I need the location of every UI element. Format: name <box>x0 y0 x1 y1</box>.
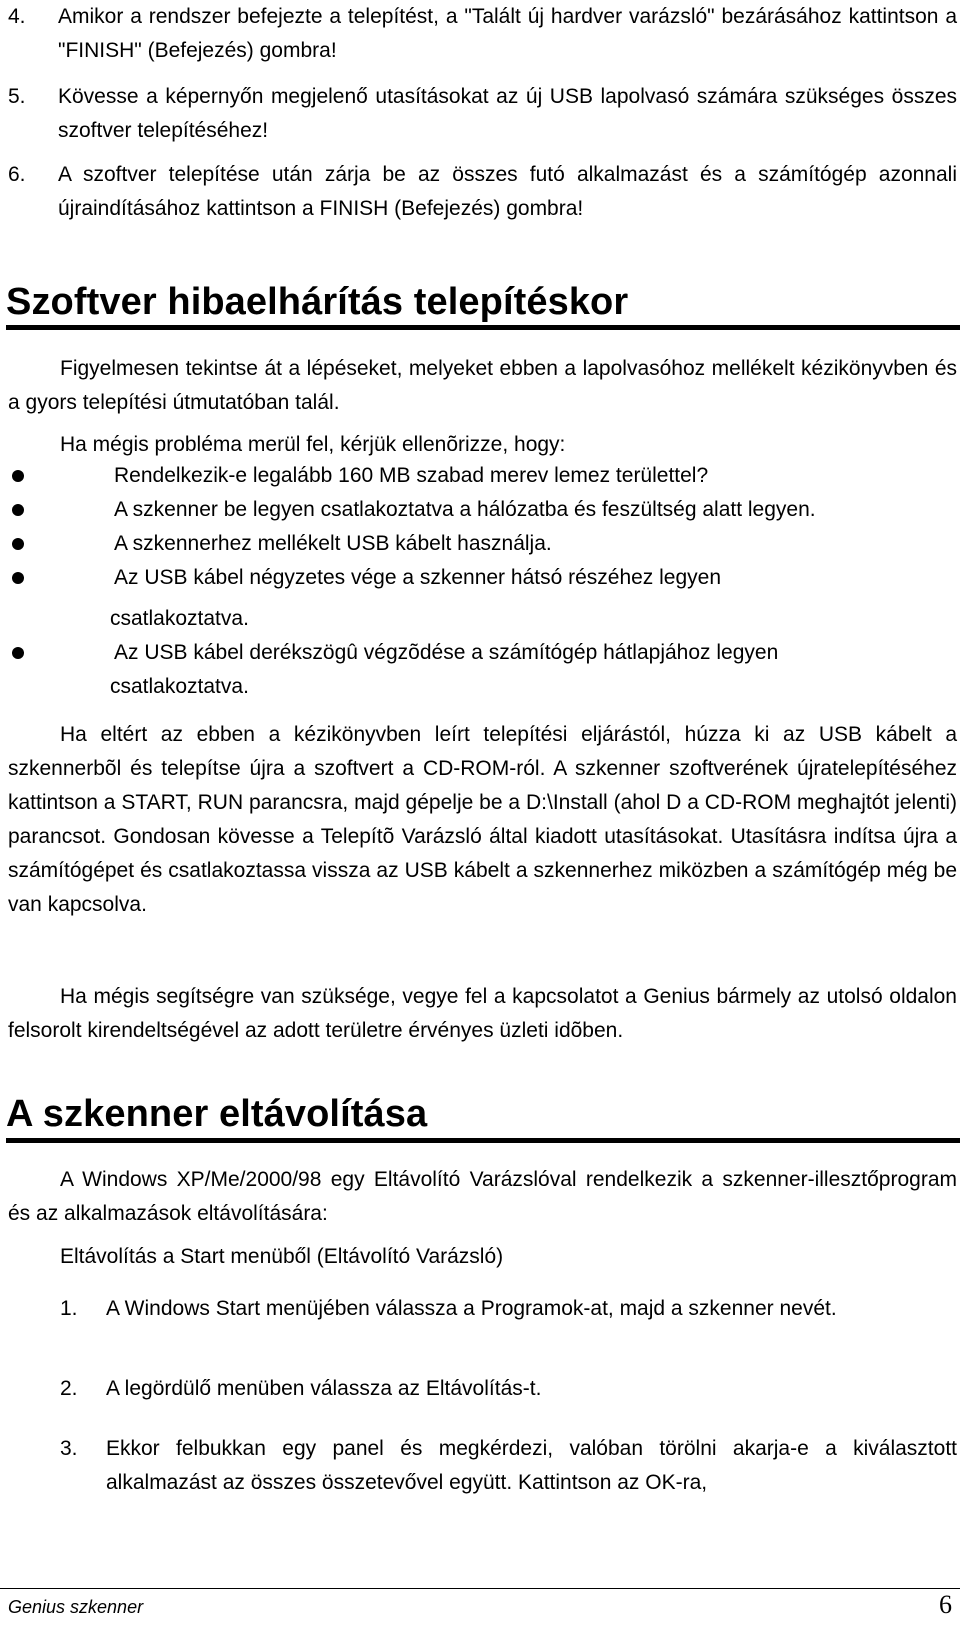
step-text: Amikor a rendszer befejezte a telepítést, a "Talált új hardver varázsló" bezárásához kattintson a "FINISH" (Befejezés) gombra! <box>58 5 957 62</box>
checklist <box>8 460 952 596</box>
step-number: 2. <box>60 1377 78 1400</box>
step-text: Ekkor felbukkan egy panel és megkérdezi, valóban törölni akarja-e a kiválasztott alkalmazást az összes összetevővel együtt. Kattintson az OK-ra, <box>106 1437 957 1494</box>
list-item: Az USB kábel négyzetes vége a szkenner hátsó részéhez legyen <box>8 562 952 594</box>
bullet-icon <box>12 504 24 516</box>
footer-title: Genius szkenner <box>8 1597 144 1617</box>
step-text: A szoftver telepítése után zárja be az összes futó alkalmazást és a számítógép azonnali újraindításához kattintson a FINISH (Befejezés) gombra! <box>58 163 957 220</box>
footer-rule <box>0 1588 960 1589</box>
checklist-cont <box>8 637 952 671</box>
step-number: 6. <box>8 163 26 186</box>
bullet-icon <box>12 538 24 550</box>
troubleshooting-intro: Figyelmesen tekintse át a lépéseket, melyeket ebben a lapolvasóhoz mellékelt kézikönyvben és a gyors telepítési útmutatóban talál. <box>8 357 957 414</box>
uninstall-step-3 <box>60 1432 957 1500</box>
bullet-icon <box>12 647 24 659</box>
uninstall-step-1 <box>60 1292 957 1326</box>
section-heading-troubleshooting: Szoftver hibaelhárítás telepítéskor <box>6 281 629 323</box>
list-item: A szkenner be legyen csatlakoztatva a hálózatba és feszültség alatt legyen. <box>8 494 952 526</box>
heading-rule <box>6 1138 960 1143</box>
uninstall-intro: A Windows XP/Me/2000/98 egy Eltávolító Varázslóval rendelkezik a szkenner-illesztőprogram és az alkalmazások eltávolítására: <box>8 1168 957 1225</box>
step-number: 3. <box>60 1437 78 1460</box>
bullet-icon <box>12 572 24 584</box>
heading-rule <box>6 325 960 330</box>
step-number: 5. <box>8 85 26 108</box>
reinstall-paragraph: Ha eltért az ebben a kézikönyvben leírt telepítési eljárástól, húzza ki az USB kábelt a szkennerbõl és telepítse újra a szoftvert a CD-ROM-ról. A szkenner szoftverének újratelepítéséhez kattintson a START, RUN parancsra, majd gépelje be a D:\Install (ahol D a CD-ROM meghajtót jelenti) parancsot. Gondosan kövesse a Telepítõ Varázsló által kiadott utasításokat. Utasításra indítsa újra a számítógépet és csatlakoztassa vissza az USB kábelt a szkennerhez miközben a számítógép még be van kapcsolva. <box>8 723 957 916</box>
step-number: 4. <box>8 5 26 28</box>
list-item: Az USB kábel derékszögû végzõdése a számítógép hátlapjához legyen <box>8 637 952 669</box>
uninstall-step-2 <box>60 1372 957 1406</box>
step-text: A legördülő menüben válassza az Eltávolítás-t. <box>106 1377 542 1400</box>
bullet-continuation: csatlakoztatva. <box>110 607 249 630</box>
bullet-icon <box>12 470 24 482</box>
step-text: A Windows Start menüjében válassza a Programok-at, majd a szkenner nevét. <box>106 1297 837 1320</box>
list-item: Rendelkezik-e legalább 160 MB szabad merev lemez területtel? <box>8 460 952 492</box>
help-paragraph: Ha mégis segítségre van szüksége, vegye fel a kapcsolatot a Genius bármely az utolsó oldalon felsorolt kirendeltségével az adott területre érvényes üzleti idõben. <box>8 985 957 1042</box>
step-number: 1. <box>60 1297 78 1320</box>
bullet-continuation: csatlakoztatva. <box>110 675 249 698</box>
step-4 <box>8 0 957 68</box>
section-heading-uninstall: A szkenner eltávolítása <box>6 1093 428 1135</box>
step-6 <box>8 158 957 226</box>
page-number: 6 <box>939 1590 952 1619</box>
step-text: Kövesse a képernyőn megjelenő utasításokat az új USB lapolvasó számára szükséges összes szoftver telepítéséhez! <box>58 85 957 142</box>
uninstall-subhead: Eltávolítás a Start menüből (Eltávolító Varázsló) <box>60 1245 504 1268</box>
step-5 <box>8 80 957 148</box>
list-item: A szkennerhez mellékelt USB kábelt használja. <box>8 528 952 560</box>
check-lead: Ha mégis probléma merül fel, kérjük ellenõrizze, hogy: <box>60 433 566 456</box>
